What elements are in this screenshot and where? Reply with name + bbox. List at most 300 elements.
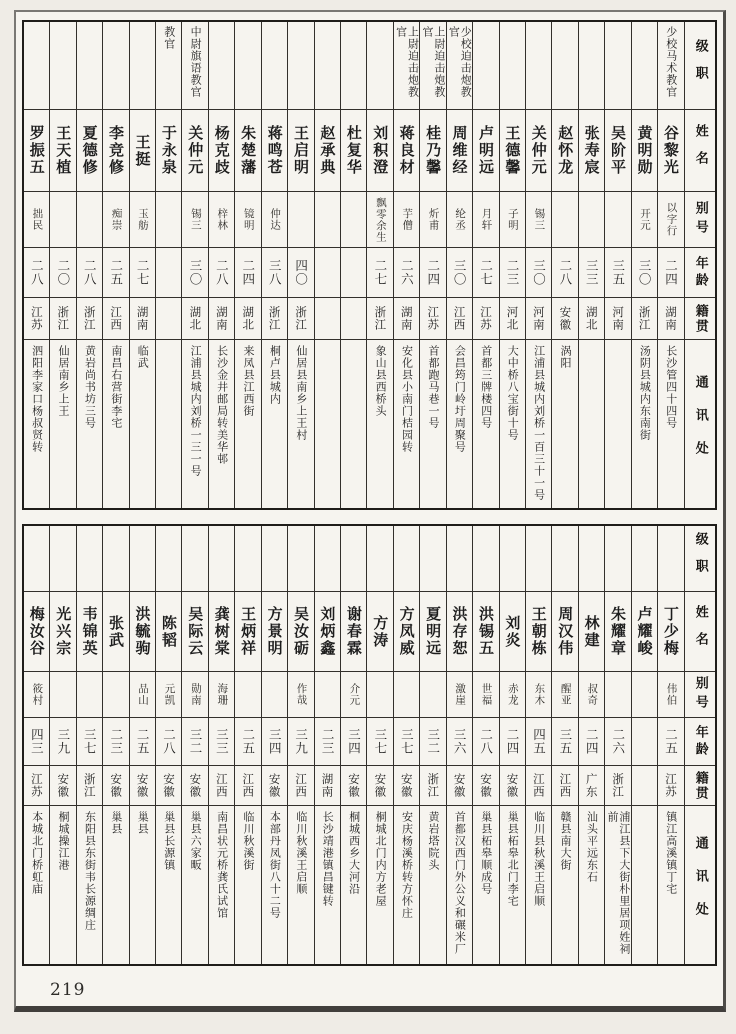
person-column <box>261 526 287 964</box>
person-age: 二〇 <box>50 248 75 298</box>
person-alias <box>367 672 392 718</box>
person-alias <box>50 192 75 248</box>
person-column <box>472 526 498 964</box>
person-age: 二四 <box>235 248 260 298</box>
person-address: 桐城西乡大河沿 <box>347 811 361 895</box>
person-rank <box>262 22 287 110</box>
person-address: 巢县长源镇 <box>162 811 176 871</box>
person-native: 浙江 <box>367 298 392 340</box>
person-address: 临武 <box>136 345 150 369</box>
person-rank <box>341 22 366 110</box>
person-name: 王启明 <box>288 110 313 192</box>
person-name: 赵怀龙 <box>552 110 577 192</box>
person-name: 韦锦英 <box>77 592 102 672</box>
person-name: 洪锡五 <box>473 592 498 672</box>
person-address: 浦江县下大街朴里居项姓祠前 <box>605 811 631 955</box>
person-alias <box>605 192 630 248</box>
person-age: 三七 <box>77 718 102 766</box>
person-native: 浙江 <box>420 766 445 806</box>
person-address: 桐城北门内方老屋 <box>374 811 388 907</box>
person-name: 张寿宸 <box>579 110 604 192</box>
person-age: 三三 <box>579 248 604 298</box>
person-rank <box>447 526 472 592</box>
person-native: 安徽 <box>182 766 207 806</box>
person-alias <box>420 672 445 718</box>
person-age: 三四 <box>341 718 366 766</box>
person-name: 方凤威 <box>394 592 419 672</box>
person-native: 江西 <box>526 766 551 806</box>
person-native <box>156 298 181 340</box>
person-native: 湖南 <box>394 298 419 340</box>
person-alias: 筱村 <box>24 672 49 718</box>
person-rank <box>473 22 498 110</box>
person-alias: 元凯 <box>156 672 181 718</box>
person-age: 三四 <box>262 718 287 766</box>
person-column <box>499 22 525 508</box>
person-age: 三五 <box>605 248 630 298</box>
person-age: 二四 <box>500 718 525 766</box>
person-address: 南昌右营街李宅 <box>109 345 123 429</box>
person-age: 二六 <box>394 248 419 298</box>
person-alias: 飘零余生 <box>367 192 392 248</box>
person-name: 关仲元 <box>182 110 207 192</box>
person-name: 卢明远 <box>473 110 498 192</box>
person-native: 河北 <box>500 298 525 340</box>
person-alias: 纶丞 <box>447 192 472 248</box>
person-address: 巢县六家畈 <box>189 811 203 871</box>
person-address: 镇江高溪镇丁宅 <box>664 811 678 895</box>
person-alias: 拙民 <box>24 192 49 248</box>
person-alias <box>315 672 340 718</box>
person-native: 江西 <box>447 298 472 340</box>
person-address: 南昌状元桥龚氏试馆 <box>215 811 229 919</box>
person-native: 安徽 <box>473 766 498 806</box>
header-column <box>684 22 716 508</box>
person-age: 三二 <box>182 718 207 766</box>
person-address: 江浦县城内刘桥一三一号 <box>189 345 203 477</box>
header-rank-label: 级职 <box>685 526 716 592</box>
person-name: 朱楚藩 <box>235 110 260 192</box>
person-column <box>446 22 472 508</box>
person-name: 卢耀峻 <box>632 592 657 672</box>
person-rank: 少校马术教官 <box>658 22 683 110</box>
person-native: 浙江 <box>50 298 75 340</box>
person-age: 二七 <box>473 248 498 298</box>
person-column <box>340 526 366 964</box>
person-alias: 锡三 <box>526 192 551 248</box>
person-age: 三七 <box>367 718 392 766</box>
person-age: 二八 <box>552 248 577 298</box>
person-native: 江苏 <box>473 298 498 340</box>
person-alias <box>103 672 128 718</box>
person-name: 杜复华 <box>341 110 366 192</box>
person-rank <box>658 526 683 592</box>
person-name: 谢春霖 <box>341 592 366 672</box>
person-name: 李竞修 <box>103 110 128 192</box>
person-alias <box>552 192 577 248</box>
person-native: 湖南 <box>658 298 683 340</box>
person-rank <box>130 526 155 592</box>
person-name: 桂乃馨 <box>420 110 445 192</box>
person-address: 首都三牌楼四号 <box>479 345 493 429</box>
person-column <box>287 526 313 964</box>
person-name: 龚树棠 <box>209 592 234 672</box>
person-name: 方涛 <box>367 592 392 672</box>
person-age: 四三 <box>24 718 49 766</box>
header-age-label: 年龄 <box>685 248 716 298</box>
person-column <box>472 22 498 508</box>
person-native <box>632 766 657 806</box>
person-native: 浙江 <box>632 298 657 340</box>
person-name: 夏明远 <box>420 592 445 672</box>
person-rank <box>341 526 366 592</box>
person-alias: 世福 <box>473 672 498 718</box>
person-column <box>261 22 287 508</box>
header-age-label: 年龄 <box>685 718 716 766</box>
person-column <box>181 22 207 508</box>
person-rank <box>50 22 75 110</box>
person-address: 黄岩塔院头 <box>426 811 440 871</box>
person-alias: 玉舫 <box>130 192 155 248</box>
person-alias: 海珊 <box>209 672 234 718</box>
person-column <box>631 22 657 508</box>
person-column <box>314 526 340 964</box>
person-native: 河南 <box>605 298 630 340</box>
person-alias: 勋南 <box>182 672 207 718</box>
person-address: 来凤县江西街 <box>241 345 255 417</box>
person-rank <box>288 526 313 592</box>
person-native: 江西 <box>552 766 577 806</box>
person-rank <box>420 526 445 592</box>
person-age: 二三 <box>103 718 128 766</box>
person-alias <box>288 192 313 248</box>
person-address: 本部丹凤街八十二号 <box>268 811 282 919</box>
person-column <box>366 526 392 964</box>
person-rank <box>315 22 340 110</box>
person-age: 三八 <box>262 248 287 298</box>
person-address: 桐卢县城内 <box>268 345 282 405</box>
person-alias: 痴崇 <box>103 192 128 248</box>
person-address <box>315 340 340 508</box>
person-name: 方景明 <box>262 592 287 672</box>
person-name: 刘炳鑫 <box>315 592 340 672</box>
person-age: 二五 <box>130 718 155 766</box>
person-rank <box>130 22 155 110</box>
person-rank <box>367 22 392 110</box>
person-rank: 少校迫击炮教官 <box>447 22 472 110</box>
person-alias <box>50 672 75 718</box>
person-age: 二八 <box>77 248 102 298</box>
person-native: 安徽 <box>552 298 577 340</box>
person-address: 首都跑马巷一号 <box>426 345 440 429</box>
person-name: 王炳祥 <box>235 592 260 672</box>
person-address: 巢县 <box>109 811 123 835</box>
person-age: 二四 <box>579 718 604 766</box>
person-age: 二八 <box>473 718 498 766</box>
person-alias: 介元 <box>341 672 366 718</box>
person-name: 洪毓驹 <box>130 592 155 672</box>
person-column <box>155 526 181 964</box>
person-column <box>499 526 525 964</box>
header-name-label: 姓名 <box>685 110 716 192</box>
person-age: 二三 <box>315 718 340 766</box>
person-rank <box>24 526 49 592</box>
person-address: 赣县南大街 <box>559 811 573 871</box>
person-age: 三〇 <box>182 248 207 298</box>
header-alias-label: 别号 <box>685 672 716 718</box>
person-name: 黄明勋 <box>632 110 657 192</box>
person-column <box>24 526 49 964</box>
person-rank <box>367 526 392 592</box>
person-age: 二六 <box>605 718 630 766</box>
person-address: 巢县柘皋顺成号 <box>479 811 493 895</box>
page-number: 219 <box>50 980 86 1000</box>
person-alias <box>235 672 260 718</box>
person-native: 安徽 <box>367 766 392 806</box>
person-rank <box>235 22 260 110</box>
person-alias <box>579 192 604 248</box>
person-age <box>341 248 366 298</box>
person-name: 蒋鸣苍 <box>262 110 287 192</box>
person-age: 二七 <box>130 248 155 298</box>
person-rank <box>552 526 577 592</box>
person-native: 江苏 <box>24 766 49 806</box>
header-column <box>684 526 716 964</box>
person-address: 汕头平远东石 <box>585 811 599 883</box>
person-rank <box>288 22 313 110</box>
person-name: 吴际云 <box>182 592 207 672</box>
person-address: 长沙金井邮局转美华邨 <box>215 345 229 465</box>
person-age: 二八 <box>156 718 181 766</box>
person-column <box>525 22 551 508</box>
person-name: 王德馨 <box>500 110 525 192</box>
person-address: 大中桥八宝街十号 <box>506 345 520 441</box>
person-alias: 作哉 <box>288 672 313 718</box>
person-alias: 开元 <box>632 192 657 248</box>
person-rank: 上尉迫击炮教官 <box>420 22 445 110</box>
person-native: 湖南 <box>209 298 234 340</box>
person-rank <box>605 526 630 592</box>
person-alias: 月轩 <box>473 192 498 248</box>
person-native: 安徽 <box>103 766 128 806</box>
person-alias <box>77 192 102 248</box>
person-name: 杨克歧 <box>209 110 234 192</box>
person-address <box>579 340 604 508</box>
person-native: 江西 <box>235 766 260 806</box>
person-rank <box>579 22 604 110</box>
person-rank <box>156 526 181 592</box>
person-column <box>631 526 657 964</box>
person-address: 临川秋溪街 <box>241 811 255 871</box>
person-address: 仙居县南乡上王村 <box>294 345 308 441</box>
person-native: 广东 <box>579 766 604 806</box>
person-address: 仙居南乡上王 <box>57 345 71 417</box>
person-native: 江西 <box>288 766 313 806</box>
header-address-label: 通讯处 <box>692 835 708 935</box>
person-address: 泗阳李家口杨叔贤转 <box>30 345 44 453</box>
person-name: 洪存恕 <box>447 592 472 672</box>
person-native: 浙江 <box>605 766 630 806</box>
person-rank <box>500 526 525 592</box>
person-native: 安徽 <box>341 766 366 806</box>
person-native: 江西 <box>103 298 128 340</box>
person-native: 湖南 <box>315 766 340 806</box>
person-column <box>129 22 155 508</box>
person-native: 安徽 <box>394 766 419 806</box>
person-column <box>604 526 630 964</box>
person-age <box>156 248 181 298</box>
person-alias <box>156 192 181 248</box>
header-native-label: 籍贯 <box>685 298 716 340</box>
person-name: 赵承典 <box>315 110 340 192</box>
person-native: 安徽 <box>262 766 287 806</box>
person-name: 王朝栋 <box>526 592 551 672</box>
header-native-label: 籍贯 <box>685 766 716 806</box>
person-rank <box>473 526 498 592</box>
person-native: 浙江 <box>262 298 287 340</box>
person-column <box>551 22 577 508</box>
header-name-label: 姓名 <box>685 592 716 672</box>
person-age <box>315 248 340 298</box>
person-alias <box>262 672 287 718</box>
person-column <box>181 526 207 964</box>
person-address: 会昌筠门岭圩周聚号 <box>453 345 467 453</box>
person-alias: 芋僧 <box>394 192 419 248</box>
person-column <box>657 526 683 964</box>
person-address: 本城北门桥虹庙 <box>30 811 44 895</box>
person-column <box>525 526 551 964</box>
header-alias-label: 别号 <box>685 192 716 248</box>
person-name: 张武 <box>103 592 128 672</box>
person-rank <box>50 526 75 592</box>
person-alias <box>605 672 630 718</box>
person-native: 浙江 <box>77 766 102 806</box>
person-rank <box>77 526 102 592</box>
scanned-page <box>14 10 726 1012</box>
person-name: 林建 <box>579 592 604 672</box>
person-column <box>155 22 181 508</box>
person-name: 谷黎光 <box>658 110 683 192</box>
person-name: 吴阶平 <box>605 110 630 192</box>
header-address-label: 通讯处 <box>692 374 708 474</box>
person-alias <box>77 672 102 718</box>
person-name: 梅汝谷 <box>24 592 49 672</box>
person-native: 安徽 <box>447 766 472 806</box>
person-rank <box>605 22 630 110</box>
person-rank <box>209 22 234 110</box>
person-native: 湖南 <box>130 298 155 340</box>
person-rank <box>262 526 287 592</box>
person-address: 巢县 <box>136 811 150 835</box>
person-alias: 叔奇 <box>579 672 604 718</box>
person-rank: 上尉迫击炮教官 <box>394 22 419 110</box>
person-age: 二七 <box>367 248 392 298</box>
person-alias <box>341 192 366 248</box>
person-column <box>393 526 419 964</box>
person-column <box>102 22 128 508</box>
person-native: 安徽 <box>130 766 155 806</box>
person-age <box>632 718 657 766</box>
person-alias: 炘甫 <box>420 192 445 248</box>
person-age: 二八 <box>209 248 234 298</box>
person-rank <box>315 526 340 592</box>
person-age: 三〇 <box>447 248 472 298</box>
person-age: 二五 <box>103 248 128 298</box>
person-address <box>605 340 630 508</box>
person-address: 长沙管四十四号 <box>664 345 678 429</box>
person-rank <box>209 526 234 592</box>
person-native: 安徽 <box>50 766 75 806</box>
person-address <box>341 340 366 508</box>
person-column <box>49 22 75 508</box>
person-column <box>208 526 234 964</box>
person-rank <box>526 526 551 592</box>
person-alias: 镜明 <box>235 192 260 248</box>
person-column <box>446 526 472 964</box>
person-address: 桐城操江港 <box>57 811 71 871</box>
person-native: 江苏 <box>658 766 683 806</box>
person-native: 湖北 <box>579 298 604 340</box>
person-age: 三〇 <box>526 248 551 298</box>
person-alias: 以字行 <box>658 192 683 248</box>
person-column <box>419 22 445 508</box>
person-rank <box>103 526 128 592</box>
person-column <box>129 526 155 964</box>
person-column <box>578 526 604 964</box>
person-address: 临川县秋溪王启顺 <box>532 811 546 907</box>
person-address <box>156 340 181 508</box>
person-address <box>632 806 657 964</box>
person-rank <box>24 22 49 110</box>
person-address: 黄岩尚书坊三号 <box>83 345 97 429</box>
person-rank <box>552 22 577 110</box>
person-column <box>393 22 419 508</box>
person-name: 光兴宗 <box>50 592 75 672</box>
person-address: 长沙靖港镇昌键转 <box>321 811 335 907</box>
person-age: 二八 <box>24 248 49 298</box>
person-alias: 醒亚 <box>552 672 577 718</box>
person-name: 丁少梅 <box>658 592 683 672</box>
person-native: 江西 <box>209 766 234 806</box>
person-alias: 赤龙 <box>500 672 525 718</box>
person-alias: 激崖 <box>447 672 472 718</box>
person-name: 罗振五 <box>24 110 49 192</box>
person-alias: 品山 <box>130 672 155 718</box>
person-native: 安徽 <box>156 766 181 806</box>
person-age: 三二 <box>420 718 445 766</box>
person-native: 江苏 <box>420 298 445 340</box>
person-column <box>419 526 445 964</box>
person-age: 三五 <box>552 718 577 766</box>
person-rank <box>77 22 102 110</box>
person-column <box>24 22 49 508</box>
person-name: 周汉伟 <box>552 592 577 672</box>
person-column <box>366 22 392 508</box>
person-rank: 中尉旗语教官 <box>182 22 207 110</box>
person-native: 江苏 <box>24 298 49 340</box>
person-age: 三七 <box>394 718 419 766</box>
person-name: 刘积澄 <box>367 110 392 192</box>
person-rank <box>394 526 419 592</box>
person-column <box>287 22 313 508</box>
person-age: 三三 <box>209 718 234 766</box>
person-name: 关仲元 <box>526 110 551 192</box>
person-address: 安化县小南门桔园转 <box>400 345 414 453</box>
roster-table-top <box>22 20 717 510</box>
person-age: 三〇 <box>632 248 657 298</box>
person-native: 湖北 <box>235 298 260 340</box>
person-column <box>76 22 102 508</box>
